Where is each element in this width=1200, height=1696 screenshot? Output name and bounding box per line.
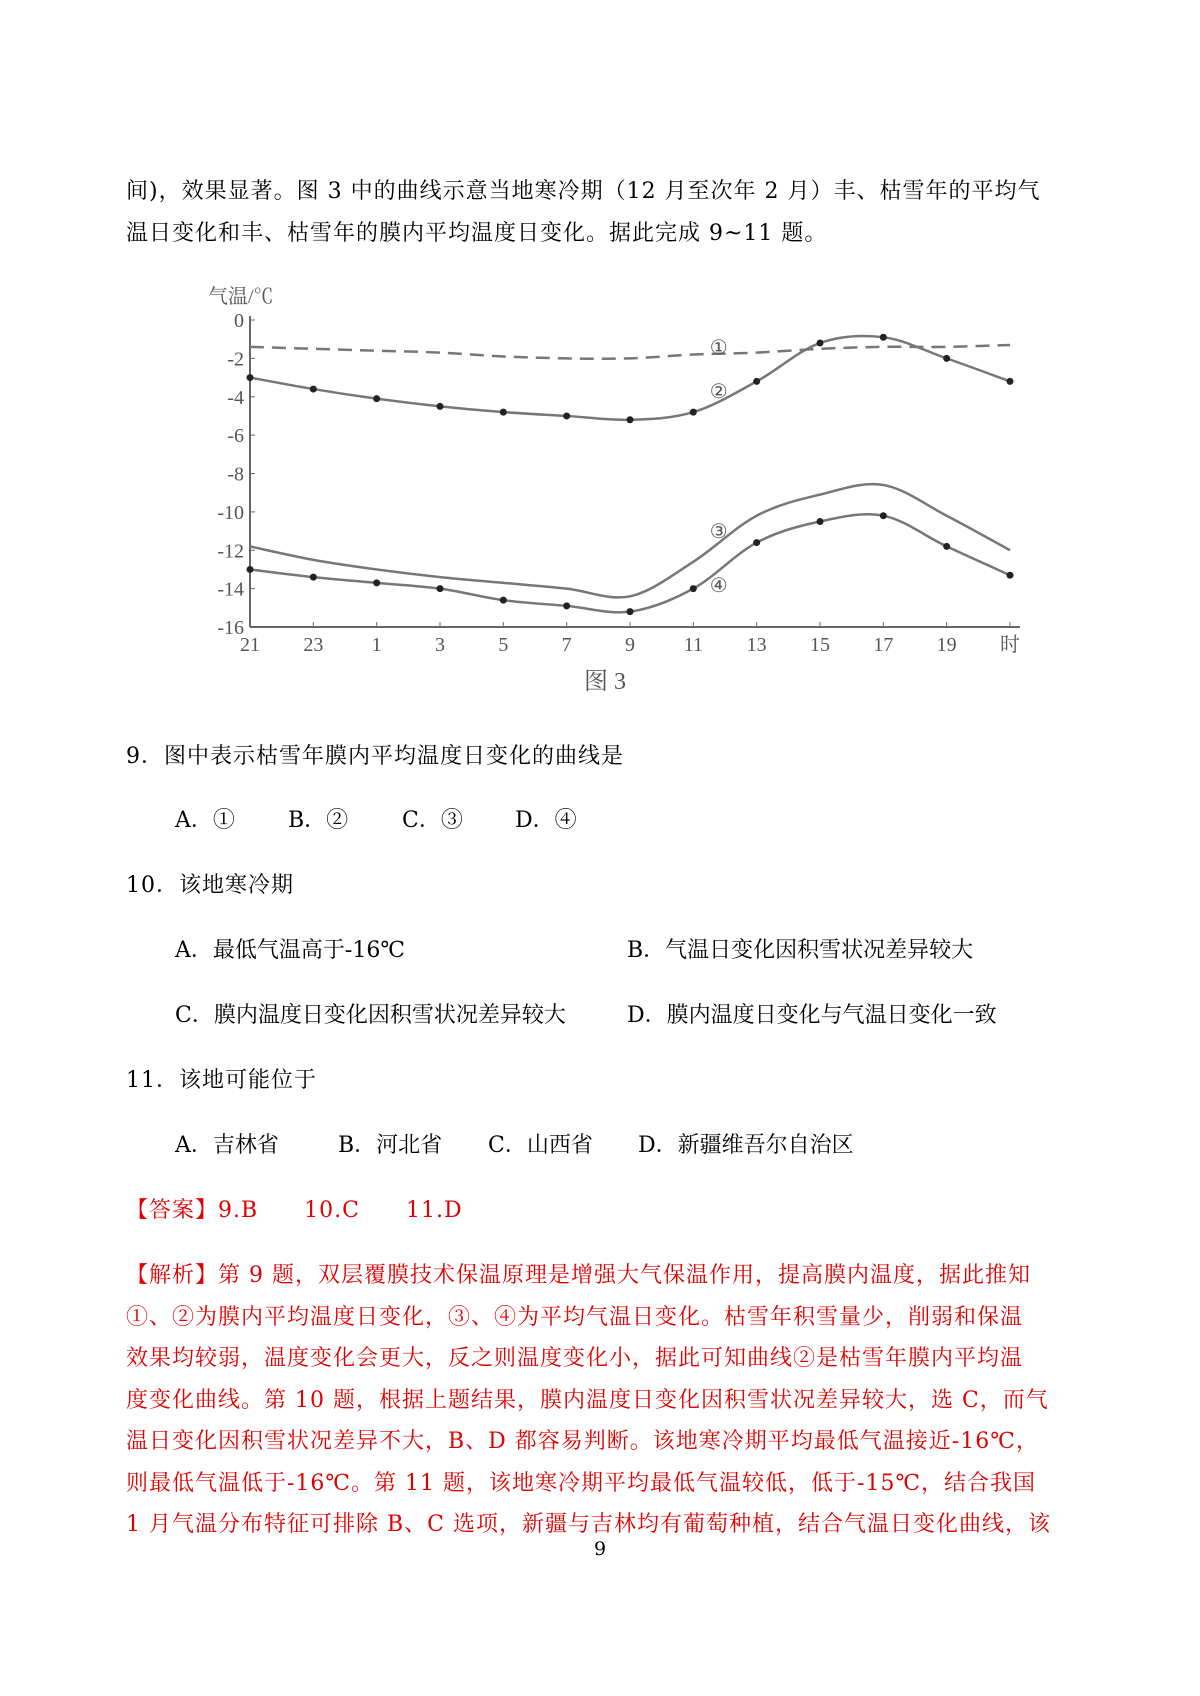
x-tick-label: 23: [303, 634, 324, 656]
x-tick-label: 7: [561, 634, 572, 656]
y-tick-label: -4: [227, 386, 244, 409]
series-label: ③: [709, 521, 728, 544]
data-point: [500, 409, 507, 416]
figure-3-chart: [200, 275, 1030, 705]
data-point: [817, 518, 824, 525]
intro-line: 间)，效果显著。图 3 中的曲线示意当地寒冷期（12 月至次年 2 月）丰、枯雪年的平均气: [126, 179, 1041, 204]
chart-title: 图 3: [584, 669, 626, 695]
analysis-line: ①、②为膜内平均温度日变化，③、④为平均气温日变化。枯雪年积雪量少，削弱和保温: [126, 1304, 1024, 1330]
y-axis-label: 气温/℃: [208, 286, 274, 308]
q10-option-b: B．气温日变化因积雪状况差异较大: [627, 938, 974, 963]
data-point: [943, 355, 950, 362]
y-tick-label: -10: [217, 501, 244, 524]
q11-option-b: B．河北省: [338, 1133, 443, 1158]
data-point: [1007, 378, 1014, 385]
x-tick-label: 9: [625, 634, 635, 656]
series-line: [250, 514, 1010, 612]
y-tick-label: -14: [217, 578, 244, 601]
analysis-line: 效果均较弱，温度变化会更大，反之则温度变化小，据此可知曲线②是枯雪年膜内平均温: [126, 1346, 1024, 1371]
analysis-line: 1 月气温分布特征可排除 B、C 选项，新疆与吉林均有葡萄种植，结合气温日变化曲线，该: [126, 1512, 1051, 1537]
data-point: [310, 386, 317, 393]
x-tick-label: 3: [435, 634, 445, 656]
q9-stem: 9．图中表示枯雪年膜内平均温度日变化的曲线是: [126, 744, 624, 769]
x-tick-label: 21: [240, 634, 260, 656]
x-tick-label: 11: [683, 634, 703, 656]
data-point: [247, 374, 254, 381]
q10-option-c: C．膜内温度日变化因积雪状况差异较大: [175, 1003, 566, 1028]
data-point: [310, 574, 317, 581]
x-tick-label: 5: [498, 634, 509, 656]
data-point: [627, 608, 634, 615]
q11-option-c: C．山西省: [488, 1133, 593, 1158]
data-point: [817, 340, 824, 347]
q9-option-d: D．④: [515, 808, 577, 833]
data-point: [753, 378, 760, 385]
data-point: [753, 539, 760, 546]
q11-option-d: D．新疆维吾尔自治区: [638, 1133, 854, 1158]
data-point: [943, 543, 950, 550]
analysis-line: 则最低气温低于-16℃。第 11 题，该地寒冷期平均最低气温较低，低于-15℃，结合我国: [126, 1470, 1037, 1496]
data-point: [563, 412, 570, 419]
x-tick-label: 17: [873, 634, 894, 656]
series-label: ①: [709, 336, 728, 359]
q9-option-c: C．③: [402, 808, 463, 833]
series-label: ④: [709, 574, 728, 597]
q9-option-a: A．①: [175, 808, 235, 833]
data-point: [373, 579, 380, 586]
y-tick-label: -8: [227, 463, 244, 486]
data-point: [690, 585, 697, 592]
data-point: [373, 395, 380, 402]
data-point: [247, 566, 254, 573]
analysis-line: 温日变化因积雪状况差异不大，B、D 都容易判断。该地寒冷期平均最低气温接近-16℃，: [126, 1429, 1039, 1454]
y-tick-label: -16: [217, 617, 244, 639]
data-point: [437, 585, 444, 592]
answer-line: 【答案】9.B 10.C 11.D: [126, 1198, 463, 1223]
data-point: [563, 602, 570, 609]
q9-option-b: B．②: [288, 808, 349, 833]
x-tick-label: 1: [371, 634, 382, 656]
series-line: [250, 345, 1010, 359]
data-point: [437, 403, 444, 410]
data-point: [690, 409, 697, 416]
series-line: [250, 484, 1010, 597]
y-tick-label: -2: [227, 348, 244, 371]
y-tick-label: -6: [227, 425, 244, 448]
series-label: ②: [709, 380, 728, 403]
data-point: [880, 512, 887, 519]
page-number: 9: [593, 1538, 607, 1560]
y-tick-label: -12: [217, 540, 244, 563]
q10-option-a: A．最低气温高于-16℃: [175, 938, 405, 963]
x-tick-label: 15: [810, 634, 830, 656]
data-point: [500, 597, 507, 604]
analysis-line: 度变化曲线。第 10 题，根据上题结果，膜内温度日变化因积雪状况差异较大，选 C，而气: [126, 1387, 1049, 1413]
data-point: [880, 334, 887, 341]
q11-option-a: A．吉林省: [175, 1133, 279, 1158]
x-tick-label: 13: [746, 634, 767, 656]
q10-option-d: D．膜内温度日变化与气温日变化一致: [627, 1003, 997, 1028]
q11-stem: 11．该地可能位于: [126, 1068, 317, 1093]
intro-line: 温日变化和丰、枯雪年的膜内平均温度日变化。据此完成 9~11 题。: [126, 221, 828, 246]
series-line: [250, 336, 1010, 420]
x-tick-label: 19: [936, 634, 957, 656]
data-point: [1007, 572, 1014, 579]
data-point: [627, 416, 634, 423]
q10-stem: 10．该地寒冷期: [126, 873, 294, 898]
y-tick-label: 0: [234, 310, 244, 332]
analysis-line: 【解析】第 9 题，双层覆膜技术保温原理是增强大气保温作用，提高膜内温度，据此推知: [126, 1263, 1031, 1288]
x-tick-label: 时: [1000, 634, 1020, 656]
